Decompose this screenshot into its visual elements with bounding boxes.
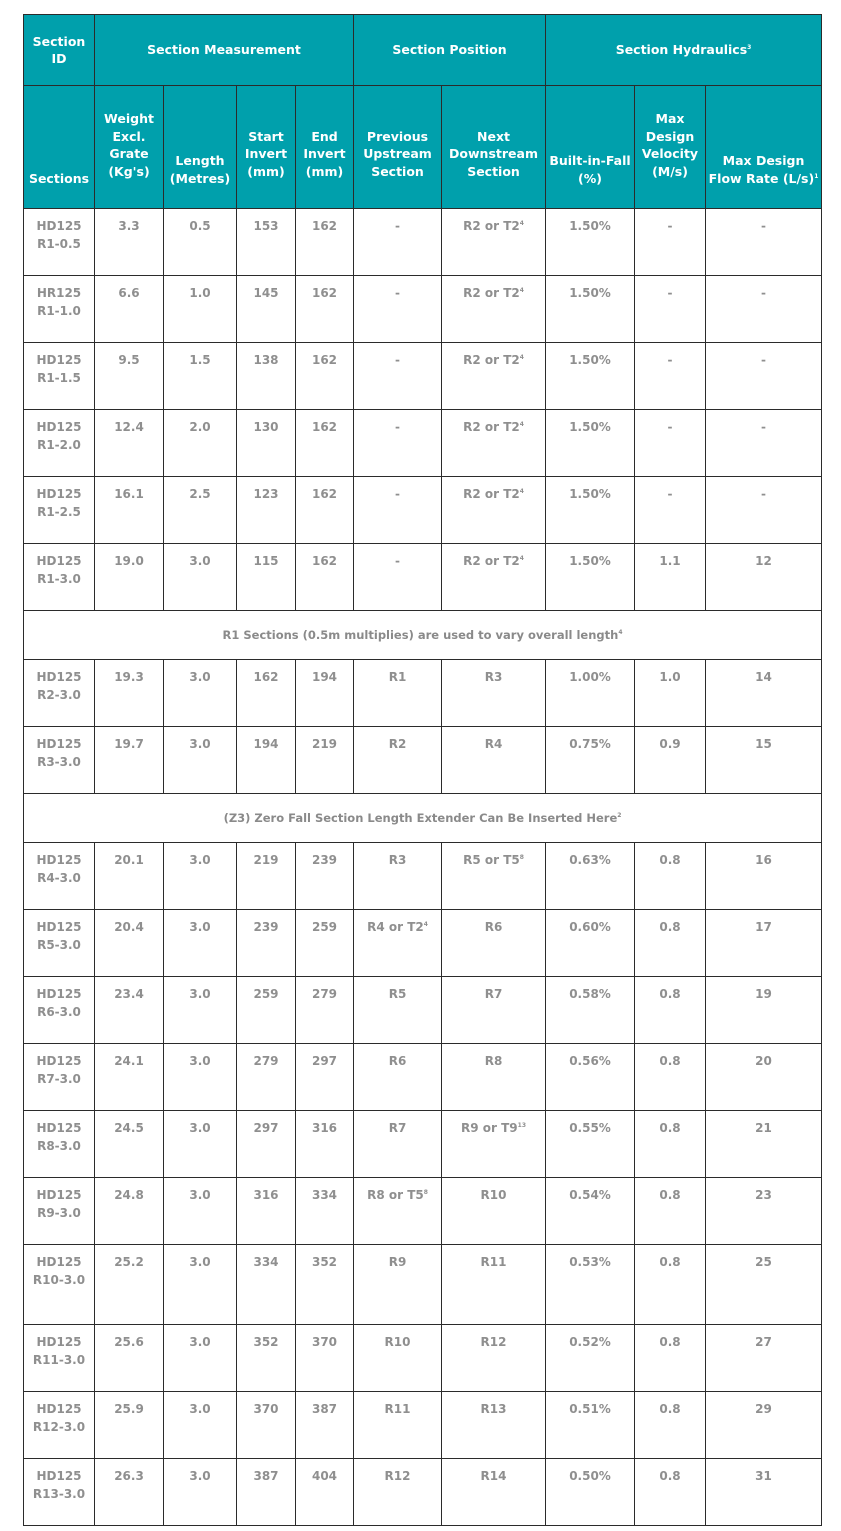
fall-cell: 1.50% [546, 276, 635, 343]
end-invert-cell: 334 [296, 1178, 354, 1245]
end-invert-cell: 162 [296, 410, 354, 477]
fall-cell: 1.00% [546, 660, 635, 727]
velocity-cell: 0.8 [635, 1044, 706, 1111]
col-previous-header: Previous Upstream Section [354, 86, 442, 209]
fall-cell: 1.50% [546, 410, 635, 477]
previous-section-cell: R1 [354, 660, 442, 727]
col-start-invert-header: Start Invert (mm) [237, 86, 296, 209]
next-section-cell: R5 or $T5^8$ [442, 843, 546, 910]
col-weight-header: Weight Excl. Grate (Kg's) [95, 86, 164, 209]
flow-rate-cell: 17 [706, 910, 822, 977]
flow-rate-cell: 27 [706, 1325, 822, 1392]
length-cell: 2.5 [164, 477, 237, 544]
table-row [24, 1325, 822, 1392]
previous-section-cell: R3 [354, 843, 442, 910]
flow-rate-cell: 29 [706, 1392, 822, 1459]
flow-rate-cell: - [706, 410, 822, 477]
start-invert-cell: 279 [237, 1044, 296, 1111]
note-row [24, 611, 822, 660]
previous-section-cell: - [354, 410, 442, 477]
weight-cell: 12.4 [95, 410, 164, 477]
velocity-cell: - [635, 276, 706, 343]
weight-cell: 19.0 [95, 544, 164, 611]
start-invert-cell: 123 [237, 477, 296, 544]
start-invert-cell: 259 [237, 977, 296, 1044]
fall-cell: 0.53% [546, 1245, 635, 1325]
section-id-cell: HD125 R7-3.0 [24, 1044, 95, 1111]
start-invert-cell: 352 [237, 1325, 296, 1392]
weight-cell: 9.5 [95, 343, 164, 410]
flow-rate-cell: 16 [706, 843, 822, 910]
velocity-cell: - [635, 343, 706, 410]
flow-rate-cell: 23 [706, 1178, 822, 1245]
next-section-cell: R8 [442, 1044, 546, 1111]
col-fall-header: Built-in-Fall (%) [546, 86, 635, 209]
table-row [24, 1245, 822, 1325]
length-cell: 3.0 [164, 1111, 237, 1178]
end-invert-cell: 162 [296, 544, 354, 611]
weight-cell: 19.3 [95, 660, 164, 727]
section-id-cell: HD125 R5-3.0 [24, 910, 95, 977]
flow-rate-cell: 12 [706, 544, 822, 611]
velocity-cell: - [635, 410, 706, 477]
start-invert-cell: 162 [237, 660, 296, 727]
section-id-cell: HR125 R1-1.0 [24, 276, 95, 343]
header-group-row [24, 15, 822, 86]
fall-cell: 0.52% [546, 1325, 635, 1392]
length-cell: 1.0 [164, 276, 237, 343]
section-id-cell: HD125 R6-3.0 [24, 977, 95, 1044]
velocity-cell: 0.8 [635, 843, 706, 910]
length-cell: 3.0 [164, 1325, 237, 1392]
end-invert-cell: 316 [296, 1111, 354, 1178]
table-row [24, 477, 822, 544]
section-id-cell: HD125 R1-3.0 [24, 544, 95, 611]
col-velocity-header: Max Design Velocity (M/s) [635, 86, 706, 209]
length-cell: 3.0 [164, 977, 237, 1044]
section-id-cell: HD125 R3-3.0 [24, 727, 95, 794]
fall-cell: 1.50% [546, 477, 635, 544]
section-id-cell: HD125 R8-3.0 [24, 1111, 95, 1178]
velocity-cell: 1.0 [635, 660, 706, 727]
velocity-cell: 0.8 [635, 910, 706, 977]
end-invert-cell: 259 [296, 910, 354, 977]
section-id-cell: HD125 R13-3.0 [24, 1459, 95, 1526]
previous-section-cell: R2 [354, 727, 442, 794]
table-row [24, 1459, 822, 1526]
start-invert-cell: 370 [237, 1392, 296, 1459]
end-invert-cell: 219 [296, 727, 354, 794]
weight-cell: 16.1 [95, 477, 164, 544]
previous-section-cell: - [354, 276, 442, 343]
weight-cell: 3.3 [95, 209, 164, 276]
previous-section-cell: R12 [354, 1459, 442, 1526]
flow-rate-cell: - [706, 209, 822, 276]
previous-section-cell: R8 or $T5^8$ [354, 1178, 442, 1245]
table-row [24, 1178, 822, 1245]
previous-section-cell: R6 [354, 1044, 442, 1111]
section-id-header: Section ID [24, 15, 95, 86]
table-row [24, 276, 822, 343]
velocity-cell: 0.8 [635, 977, 706, 1044]
weight-cell: 19.7 [95, 727, 164, 794]
length-cell: 3.0 [164, 727, 237, 794]
table-row [24, 1392, 822, 1459]
length-cell: 3.0 [164, 1459, 237, 1526]
table-row [24, 1044, 822, 1111]
length-cell: 3.0 [164, 1044, 237, 1111]
weight-cell: 25.9 [95, 1392, 164, 1459]
col-end-invert-header: End Invert (mm) [296, 86, 354, 209]
start-invert-cell: 194 [237, 727, 296, 794]
previous-section-cell: R10 [354, 1325, 442, 1392]
length-cell: 3.0 [164, 544, 237, 611]
weight-cell: 25.2 [95, 1245, 164, 1325]
end-invert-cell: 404 [296, 1459, 354, 1526]
length-cell: 3.0 [164, 1245, 237, 1325]
start-invert-cell: 219 [237, 843, 296, 910]
table-row [24, 209, 822, 276]
end-invert-cell: 162 [296, 276, 354, 343]
flow-rate-cell: 14 [706, 660, 822, 727]
next-section-cell: R7 [442, 977, 546, 1044]
fall-cell: 1.50% [546, 544, 635, 611]
velocity-cell: 0.8 [635, 1392, 706, 1459]
next-section-cell: R12 [442, 1325, 546, 1392]
weight-cell: 26.3 [95, 1459, 164, 1526]
end-invert-cell: 162 [296, 209, 354, 276]
velocity-cell: - [635, 477, 706, 544]
velocity-cell: 0.8 [635, 1178, 706, 1245]
table-row [24, 843, 822, 910]
next-section-cell: R6 [442, 910, 546, 977]
table-row [24, 544, 822, 611]
end-invert-cell: 352 [296, 1245, 354, 1325]
flow-rate-cell: 20 [706, 1044, 822, 1111]
start-invert-cell: 316 [237, 1178, 296, 1245]
fall-cell: 0.55% [546, 1111, 635, 1178]
table-row [24, 727, 822, 794]
next-section-cell: R9 or $T9^{13}$ [442, 1111, 546, 1178]
previous-section-cell: - [354, 544, 442, 611]
previous-section-cell: R5 [354, 977, 442, 1044]
previous-section-cell: R9 [354, 1245, 442, 1325]
flow-rate-cell: 21 [706, 1111, 822, 1178]
start-invert-cell: 153 [237, 209, 296, 276]
weight-cell: 20.1 [95, 843, 164, 910]
length-cell: 2.0 [164, 410, 237, 477]
end-invert-cell: 370 [296, 1325, 354, 1392]
col-flow-header: Max Design Flow Rate $(L/s)^1$ [706, 86, 822, 209]
start-invert-cell: 130 [237, 410, 296, 477]
section-id-cell: HD125 R4-3.0 [24, 843, 95, 910]
fall-cell: 0.60% [546, 910, 635, 977]
velocity-cell: 0.8 [635, 1245, 706, 1325]
next-section-cell: R13 [442, 1392, 546, 1459]
section-id-cell: HD125 R1-2.5 [24, 477, 95, 544]
fall-cell: 0.63% [546, 843, 635, 910]
start-invert-cell: 297 [237, 1111, 296, 1178]
next-section-cell: R10 [442, 1178, 546, 1245]
velocity-cell: - [635, 209, 706, 276]
end-invert-cell: 387 [296, 1392, 354, 1459]
weight-cell: 20.4 [95, 910, 164, 977]
section-id-cell: HD125 R10-3.0 [24, 1245, 95, 1325]
table-row [24, 977, 822, 1044]
length-cell: 3.0 [164, 660, 237, 727]
next-section-cell: R14 [442, 1459, 546, 1526]
start-invert-cell: 145 [237, 276, 296, 343]
next-section-cell: R4 [442, 727, 546, 794]
start-invert-cell: 334 [237, 1245, 296, 1325]
flow-rate-cell: 19 [706, 977, 822, 1044]
next-section-cell: R3 [442, 660, 546, 727]
table-row [24, 410, 822, 477]
fall-cell: 0.58% [546, 977, 635, 1044]
previous-section-cell: R4 or $T2^4$ [354, 910, 442, 977]
next-section-cell: R2 or $T2^4$ [442, 477, 546, 544]
previous-section-cell: R11 [354, 1392, 442, 1459]
flow-rate-cell: - [706, 477, 822, 544]
length-cell: 3.0 [164, 843, 237, 910]
section-id-cell: HD125 R12-3.0 [24, 1392, 95, 1459]
next-section-cell: R2 or $T2^4$ [442, 410, 546, 477]
length-cell: 0.5 [164, 209, 237, 276]
length-cell: 3.0 [164, 1178, 237, 1245]
section-spec-table [23, 14, 822, 1526]
weight-cell: 24.1 [95, 1044, 164, 1111]
end-invert-cell: 297 [296, 1044, 354, 1111]
weight-cell: 24.5 [95, 1111, 164, 1178]
col-length-header: Length (Metres) [164, 86, 237, 209]
end-invert-cell: 279 [296, 977, 354, 1044]
col-next-header: Next Downstream Section [442, 86, 546, 209]
weight-cell: 24.8 [95, 1178, 164, 1245]
length-cell: 1.5 [164, 343, 237, 410]
flow-rate-cell: - [706, 343, 822, 410]
col-sections-header: Sections [24, 86, 95, 209]
previous-section-cell: - [354, 209, 442, 276]
note-text: (Z3) Zero Fall Section Length Extender Can Be Inserted Here$^2$ [24, 794, 822, 843]
velocity-cell: 0.8 [635, 1325, 706, 1392]
section-id-cell: HD125 R11-3.0 [24, 1325, 95, 1392]
section-id-cell: HD125 R9-3.0 [24, 1178, 95, 1245]
start-invert-cell: 387 [237, 1459, 296, 1526]
table-row [24, 1111, 822, 1178]
velocity-cell: 0.9 [635, 727, 706, 794]
section-id-cell: HD125 R1-2.0 [24, 410, 95, 477]
length-cell: 3.0 [164, 910, 237, 977]
note-text: R1 Sections (0.5m multiplies) are used to vary overall length$^4$ [24, 611, 822, 660]
next-section-cell: R2 or $T2^4$ [442, 209, 546, 276]
table-row [24, 660, 822, 727]
section-id-cell: HD125 R1-1.5 [24, 343, 95, 410]
table-body [24, 209, 822, 1526]
end-invert-cell: 162 [296, 477, 354, 544]
velocity-cell: 0.8 [635, 1111, 706, 1178]
flow-rate-cell: 25 [706, 1245, 822, 1325]
previous-section-cell: - [354, 343, 442, 410]
section-hydraulics-header: Section Hydraulics$^3$ [546, 15, 822, 86]
weight-cell: 23.4 [95, 977, 164, 1044]
note-row [24, 794, 822, 843]
start-invert-cell: 138 [237, 343, 296, 410]
table-row [24, 910, 822, 977]
header-column-row [24, 86, 822, 209]
fall-cell: 1.50% [546, 209, 635, 276]
fall-cell: 0.51% [546, 1392, 635, 1459]
velocity-cell: 1.1 [635, 544, 706, 611]
fall-cell: 0.75% [546, 727, 635, 794]
flow-rate-cell: - [706, 276, 822, 343]
fall-cell: 1.50% [546, 343, 635, 410]
next-section-cell: R11 [442, 1245, 546, 1325]
end-invert-cell: 239 [296, 843, 354, 910]
section-position-header: Section Position [354, 15, 546, 86]
table-row [24, 343, 822, 410]
next-section-cell: R2 or $T2^4$ [442, 544, 546, 611]
flow-rate-cell: 15 [706, 727, 822, 794]
next-section-cell: R2 or $T2^4$ [442, 276, 546, 343]
weight-cell: 25.6 [95, 1325, 164, 1392]
end-invert-cell: 194 [296, 660, 354, 727]
section-id-cell: HD125 R1-0.5 [24, 209, 95, 276]
weight-cell: 6.6 [95, 276, 164, 343]
next-section-cell: R2 or $T2^4$ [442, 343, 546, 410]
fall-cell: 0.50% [546, 1459, 635, 1526]
fall-cell: 0.54% [546, 1178, 635, 1245]
velocity-cell: 0.8 [635, 1459, 706, 1526]
start-invert-cell: 115 [237, 544, 296, 611]
previous-section-cell: - [354, 477, 442, 544]
length-cell: 3.0 [164, 1392, 237, 1459]
start-invert-cell: 239 [237, 910, 296, 977]
section-id-cell: HD125 R2-3.0 [24, 660, 95, 727]
fall-cell: 0.56% [546, 1044, 635, 1111]
section-measurement-header: Section Measurement [95, 15, 354, 86]
end-invert-cell: 162 [296, 343, 354, 410]
flow-rate-cell: 31 [706, 1459, 822, 1526]
previous-section-cell: R7 [354, 1111, 442, 1178]
